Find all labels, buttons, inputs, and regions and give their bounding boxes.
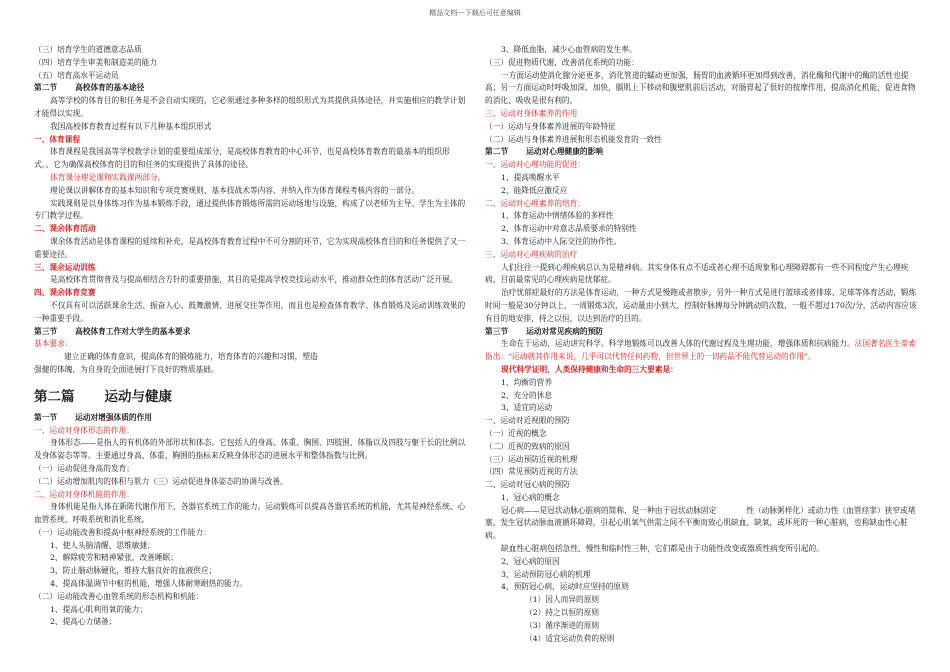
label: 基本要求： xyxy=(34,339,73,349)
list-item: 3、防止脑动脉硬化，维持大脑良好的血液供应； xyxy=(50,566,217,576)
text-line: （二）运动能改善心血管系统的形态机构和机能： xyxy=(34,591,204,601)
list-item: 2、能降低应激反应 xyxy=(501,185,568,195)
text-line: （一）运动促进身高的发育； xyxy=(34,463,134,473)
text-line: （一）运动与身体素养进展的年龄特征 xyxy=(485,121,616,131)
section-heading xyxy=(485,146,921,159)
highlight-line: 现代科学证明，人类保持健康和生命的三大要素是： xyxy=(501,364,678,374)
text-line: （二）运动增加肌肉的体积与肌力（三）运动促进身体姿态的协调与改善。 xyxy=(34,476,288,486)
text-line: （三）培育学生的道德意志品质 xyxy=(34,45,142,54)
right-column xyxy=(485,44,921,645)
subheading: 二、运动对冠心病的预防 xyxy=(485,480,570,490)
paragraph: 治疗忧郁症最好的方法是体育运动，一种方式是慢跑或者散步，另外一种方式是进行篮球或者排球、足球等体育活动，锻炼时间一般是30分钟以上，一周锻炼3次，运动量由小到大，控制好脉搏每分钟跳动的次数，一般不超过170次/分，活动内容应该有目的地安排，持之以恒，以达到治疗的目的。 xyxy=(485,288,917,323)
section-heading xyxy=(34,82,466,95)
text-line: 强健的体魄，为自身的全面进展打下良好的物质基础。 xyxy=(34,364,219,374)
list-item: 3、运动预防冠心病的机理 xyxy=(501,569,591,579)
list-item: 4、提高体温调节中枢的机能，增强人体耐寒耐热的能力。 xyxy=(50,579,248,589)
list-item: 3、降低血脂，减少心血管病的发生率。 xyxy=(501,45,637,54)
paragraph-text: 冠心病——是冠状动脉心脏病的简称，是一种由于冠状动脉固定 xyxy=(501,505,717,515)
subheading: 二、运动对心理素养的培育： xyxy=(485,198,585,208)
list-item: （4）适宜运动负荷的原则 xyxy=(525,633,615,643)
list-item: 1、使人头脑清醒、思维敏捷； xyxy=(50,540,155,550)
text-line: （一）运动能改善和提高中枢神经系统的工作能力： xyxy=(34,527,211,537)
paragraph: 一方面运动使消化腺分泌更多，消化管道的蠕动更加强，肠胃的血液循环更加得到改善，消化酶和代谢中的酶的活性也提高；另一方面运动时呼吸加深、加快，膈肌上下移动和腹壁肌前后活动，对肠胃起了很好的按摩作用，提高消化机能，促进食物的消化、吸收是很有利的。 xyxy=(485,70,916,106)
list-item: （3）循序渐进的原则 xyxy=(525,620,600,630)
list-item: 4、预防冠心病，运动时应坚持的原则 xyxy=(501,582,629,592)
list-item: 1、提高心肌利用氧的能力； xyxy=(50,604,148,614)
highlight-line: 体育课分理论课和实践课两部分。 xyxy=(50,172,166,182)
subheading: 四、课余体育竞赛 xyxy=(34,288,96,298)
list-item: （四）常见预防近视的方法 xyxy=(485,467,578,477)
section-title: 运动对增强体质的作用 xyxy=(75,412,152,422)
section-number: 第三节 xyxy=(34,326,58,336)
list-item: 3、体育运动中人际交往的协作性。 xyxy=(501,236,622,246)
part-number: 第二篇 xyxy=(34,388,75,405)
paragraph: 理论课以讲解体育的基本知识和专项竞赛规则、基本技战术等内容，并纳入作为体育课程考核内容的一部分。 xyxy=(50,185,420,195)
subheading: 一、运动对心理功能的促进： xyxy=(485,160,585,170)
paragraph: 身体机能是指人体在新陈代谢作用下，各器官系统工作的能力。运动锻炼可以提高各器官系统的机能，尤其是神经系统、心血管系统、呼吸系统和消化系统。 xyxy=(34,502,466,525)
part-heading xyxy=(34,387,466,408)
section-heading xyxy=(34,412,466,425)
text-line: （二）运动与身体素养进展和形态机能发育的一致性 xyxy=(485,134,662,144)
list-item: 3、适宜的运动 xyxy=(501,403,553,413)
text-line: （三）促进物质代谢，改善消化系统的功能： xyxy=(485,57,639,67)
text-line: 建立正确的体育意识，提高体育的锻炼能力，培育体育的兴趣和习惯，塑造 xyxy=(64,352,318,362)
section-title: 高校体育工作对大学生的基本要求 xyxy=(75,326,191,336)
section-number: 第一节 xyxy=(34,412,58,422)
list-item: 2、充分的休息 xyxy=(501,390,553,400)
paragraph xyxy=(485,505,921,543)
list-item: 1、体育运动中情绪体验的多样性 xyxy=(501,211,614,221)
subheading: 一、运动对身体形态的作用： xyxy=(34,425,134,435)
section-number: 第二节 xyxy=(34,83,58,93)
section-title: 运动对常见疾病的预防 xyxy=(526,326,603,336)
subheading: 一、体育课程 xyxy=(34,134,81,144)
list-item: 2、解除疲劳和精神紧张，改善睡眠； xyxy=(50,553,178,563)
paragraph: 缺血性心脏病包括急性、慢性和临时性三种，它们都是由于功能性改变或器质性病变所引起的。 xyxy=(501,544,824,554)
paragraph: 身体形态——是指人的有机体的外部形状和体态。它包括人的身高、体重、胸围、四肢围、体脂以及四肢与躯干长的比例以及身体姿态等等。主要通过身高、体重、胸围的指标来反映身体形态的进展水平和整体指数与比例。 xyxy=(34,438,466,461)
list-item: （三）运动预防近视的机理 xyxy=(485,454,578,464)
subheading: 三、运动对身体素养的作用 xyxy=(485,108,578,118)
text-line: （五）培育高水平运动员 xyxy=(34,70,119,80)
list-item: （二）近视的致病的原因 xyxy=(485,441,570,451)
list-item: 2、提高心力储备； xyxy=(50,617,117,627)
paragraph: 课余体育活动是体育课程的延续和补充，是高校体育教育过程中不可分割的环节，它为实现高校体育目的和任务提供了又一重要途径。 xyxy=(34,236,466,259)
paragraph: 人们往往一提到心理疾病总认为是精神病。其实身体有点不适或者心理不适现象和心理障碍都有一些不同程度产生心理疾病，目前最常见的心理疾病是忧郁症。 xyxy=(485,262,909,285)
subheading: 二、课余体育活动 xyxy=(34,224,96,234)
list-item: （1）因人而异的原则 xyxy=(525,595,600,605)
paragraph: 不仅具有可以活跃课余生活、振奋人心、鼓舞激情、进展交往等作用，而且也是检查体育教学、体育锻炼及运动训练效果的一种重要手段。 xyxy=(34,300,466,323)
quote-text: 法国著名医生蒂索指出：“运动就其作用来说，几乎可以代替任何药物，但世界上的一切药品不能代替运动的作用”。 xyxy=(485,339,917,362)
paragraph: 是高校体育贯彻普及与提高相结合方针的重要措施，其目的是提高学校竞技运动水平，推动群众性的体育活动广泛开展。 xyxy=(50,275,458,285)
section-title: 高校体育的基本途径 xyxy=(75,83,145,93)
paragraph-text: 性（动脉粥样化）或动力性（血管痉挛）狭窄或堵塞，发生冠状动脉血液循环障碍，引起心肌氧气供需之间不平衡而致心肌缺血、缺氧，或坏死的一种心脏病，也称缺血性心脏病。 xyxy=(485,505,916,541)
section-heading xyxy=(34,326,466,339)
list-item: （一）近视的概念 xyxy=(485,428,547,438)
subheading: 三、运动对心理疾病的治疗 xyxy=(485,249,578,259)
list-item: 2、冠心病的原因 xyxy=(501,556,560,566)
subheading: 二、运动对身体机能的作用： xyxy=(34,489,134,499)
list-item: 1、冠心病的概念 xyxy=(501,492,560,502)
section-number: 第二节 xyxy=(485,147,509,157)
subheading: 一、运动对近视眼的预防 xyxy=(485,416,570,426)
paragraph-text: 生命在于运动，运动讲究科学。科学地锻炼可以改善人体的代谢过程及生理功能，增强体质和抗病能力。 xyxy=(501,339,855,349)
paragraph: 体育课程是我国高等学校教学计划的重要组成部分，是高校体育教育的中心环节，也是高校体育教育的最基本的组织形式，。它为确保高校体育的目的和任务的实现提供了具体的途径。 xyxy=(34,147,450,170)
section-heading xyxy=(485,326,921,339)
list-item: 1、均衡的营养 xyxy=(501,377,553,387)
page-header: 精品文档---下载后可任意编辑 xyxy=(429,9,521,17)
part-title: 运动与健康 xyxy=(104,388,172,405)
paragraph: 我国高校体育教育过程有以下几种基本组织形式 xyxy=(50,121,212,131)
list-item: 1、提高唤醒水平 xyxy=(501,172,560,182)
subheading: 三、课余运动训练 xyxy=(34,262,96,272)
list-item: 2、体育运动中对意志品质要求的特别性 xyxy=(501,224,637,234)
paragraph: 实践课则是以身体练习作为基本锻炼手段，通过提供体育锻炼所需的运动场地与设施，构成了以老师为主导、学生为主体的专门教学过程。 xyxy=(34,198,466,221)
paragraph: 高等学校的体育目的和任务是不会自动实现的，它必须通过多种多样的组织形式为其提供具体途径，并实施相应的教学计划才能得以实现。 xyxy=(34,96,466,118)
left-column xyxy=(34,44,466,629)
paragraph xyxy=(485,338,921,364)
section-title: 运动对心理健康的影响 xyxy=(526,147,603,157)
list-item: （2）持之以恒的原则 xyxy=(525,608,600,618)
text-line: （四）培育学生审美和制造美的能力 xyxy=(34,57,158,67)
section-number: 第三节 xyxy=(485,326,509,336)
